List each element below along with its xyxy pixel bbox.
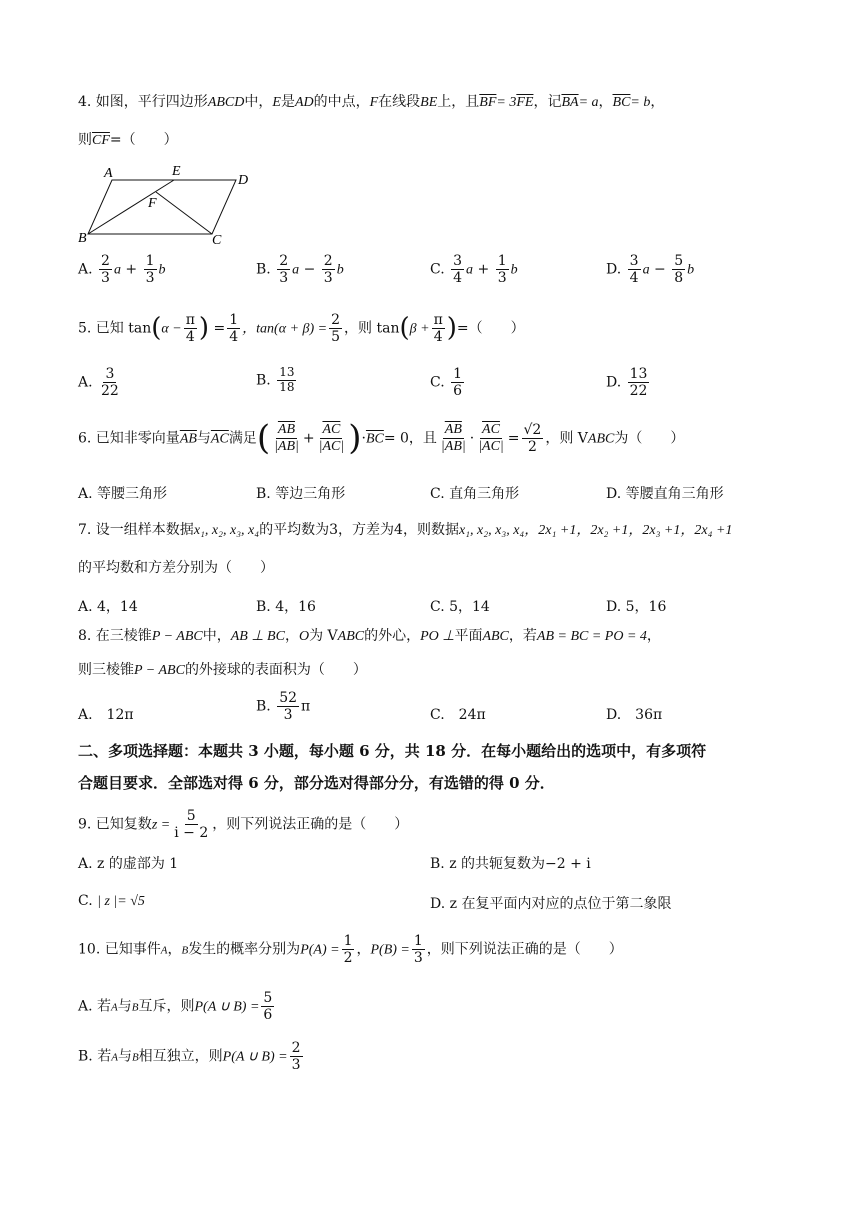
label-e: E xyxy=(172,164,181,179)
q6-option-d[interactable]: D. 等腰直角三角形 xyxy=(606,486,724,502)
q6-option-b[interactable]: B. 等边三角形 xyxy=(256,486,346,502)
segment-be xyxy=(88,180,174,234)
q5-option-d[interactable]: D. $\frac{13}{22}$ xyxy=(606,366,648,400)
q4-stem-line2: 则$\overline{CF}=$（ ） xyxy=(78,132,178,148)
q8-stem-line1: 8. 在三棱锥P − ABC中，AB ⊥ BC，O为 VABC的外心，PO ⊥平面ABC，若AB = BC = PO = 4， xyxy=(78,628,661,644)
section2-heading-line2: 合题目要求．全部选对得 6 分，部分选对得部分分，有选错的得 0 分． xyxy=(78,774,555,792)
q9-option-d[interactable]: D. z 在复平面内对应的点位于第二象限 xyxy=(430,896,672,912)
q8-option-a[interactable]: A. 12π xyxy=(78,707,134,723)
label-b: B xyxy=(78,231,87,246)
q4-option-a[interactable]: A. $\frac{2}{3}$ a + $\frac{1}{3}$ b xyxy=(78,253,166,287)
q7-option-d[interactable]: D. 5，16 xyxy=(606,599,667,615)
q7-option-c[interactable]: C. 5，14 xyxy=(430,599,490,615)
q6-option-c[interactable]: C. 直角三角形 xyxy=(430,486,520,502)
q5-option-a[interactable]: A. $\frac{3}{22}$ xyxy=(78,366,119,400)
q8-option-b[interactable]: B. $\frac{52}{3}$ π xyxy=(256,690,311,724)
q7-stem-line2: 的平均数和方差分别为（ ） xyxy=(78,560,274,576)
parallelogram-figure xyxy=(76,160,256,246)
q8-stem-line2: 则三棱锥P − ABC的外接球的表面积为（ ） xyxy=(78,662,367,678)
q10-option-b[interactable]: B. 若A与B相互独立，则P(A ∪ B) = $\frac{2}{3}$ xyxy=(78,1040,301,1074)
q7-option-a[interactable]: A. 4，14 xyxy=(78,599,138,615)
q9-option-c[interactable]: C. | z |= √5 xyxy=(78,893,145,909)
label-d: D xyxy=(238,173,249,188)
q9-option-a[interactable]: A. z 的虚部为 1 xyxy=(78,856,179,872)
section2-heading-line1: 二、多项选择题：本题共 3 小题，每小题 6 分，共 18 分．在每小题给出的选项中，有多项符 xyxy=(78,742,707,760)
q5-stem: 5. 已知 tan(α − $\frac{\pi}{4}$ ) = $\frac{1}{4}$ ，tan(α + β) = $\frac{2}{5}$ ，则 tan(β + $\frac{\pi}{4}$ )=（ ） xyxy=(78,312,525,346)
q9-option-b[interactable]: B. z 的共轭复数为−2 + i xyxy=(430,856,591,872)
q10-option-a[interactable]: A. 若A与B互斥，则P(A ∪ B) = $\frac{5}{6}$ xyxy=(78,990,273,1024)
q5-option-c[interactable]: C. $\frac{1}{6}$ xyxy=(430,366,463,400)
q4-stem-line1: 4. 如图，平行四边形ABCD中，E是AD的中点，F在线段BE上，且$\overline{BF}= 3\overline{FE}$，记$\overline{BA}= a$，$\overline{BC}= b$， xyxy=(78,94,665,110)
q6-option-a[interactable]: A. 等腰三角形 xyxy=(78,486,168,502)
q5-option-b[interactable]: B. $\frac{13}{18}$ xyxy=(256,365,295,394)
label-c: C xyxy=(212,233,222,246)
q4-option-c[interactable]: C. $\frac{3}{4}$ a + $\frac{1}{3}$ b xyxy=(430,253,518,287)
label-a: A xyxy=(104,166,113,181)
q10-stem: 10. 已知事件A，B发生的概率分别为P(A) = $\frac{1}{2}$ ，P(B) = $\frac{1}{3}$ ，则下列说法正确的是（ ） xyxy=(78,933,623,967)
q7-option-b[interactable]: B. 4，16 xyxy=(256,599,316,615)
q4-option-b[interactable]: B. $\frac{2}{3}$ a − $\frac{2}{3}$ b xyxy=(256,253,344,287)
q9-stem: 9. 已知复数z = $\frac{5}{i - 2}$ ，则下列说法正确的是（ ） xyxy=(78,808,409,842)
q8-option-d[interactable]: D. 36π xyxy=(606,707,663,723)
label-f: F xyxy=(148,196,157,211)
q6-stem: 6. 已知非零向量$\overline{AB}$与$\overline{AC}$满足( $\frac{\overline{AB}}{|AB|}$ + $\frac{\overline{AC}}{|AC|}$ )$\cdot\overline{BC}= 0$，且 $\frac{\overline{AB}}{|AB|}$ · $\frac{\overline{AC}}{|AC|}$ = $\frac{√2}{2}$ ，则 VABC为（ ） xyxy=(78,418,685,458)
q7-stem-line1: 7. 设一组样本数据x₁, x₂, x₃, x₄的平均数为3，方差为4，则数据x₁, x₂, x₃, x₄，2x₁ +1，2x₂ +1，2x₃ +1，2x₄ +1 xyxy=(78,522,733,538)
segment-fc xyxy=(156,192,212,234)
q8-option-c[interactable]: C. 24π xyxy=(430,707,486,723)
q4-option-d[interactable]: D. $\frac{3}{4}$ a − $\frac{5}{8}$ b xyxy=(606,253,695,287)
